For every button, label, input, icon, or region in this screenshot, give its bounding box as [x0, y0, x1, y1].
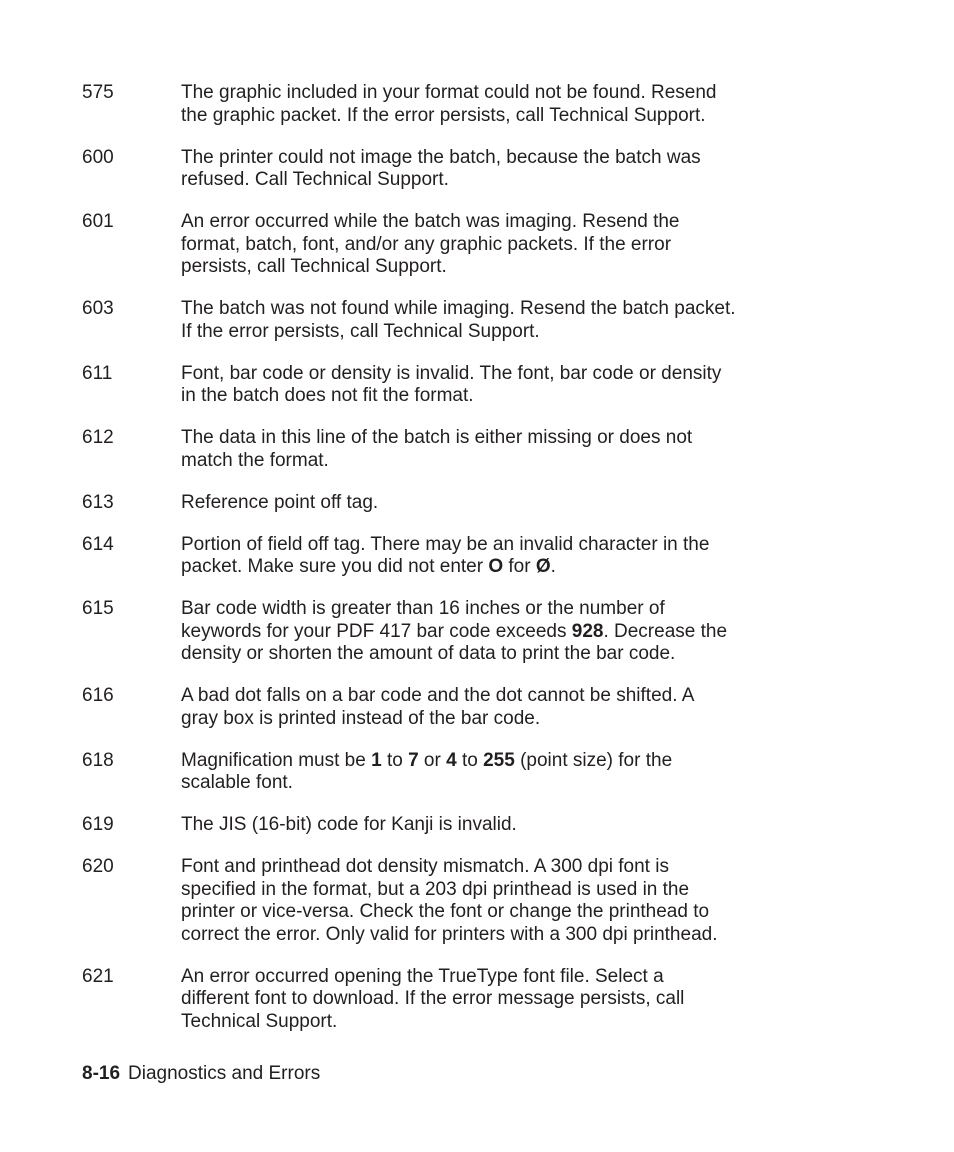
- error-code: 616: [82, 685, 114, 706]
- error-description: Magnification must be 1 to 7 or 4 to 255 (point size) for the scalable font.: [181, 749, 673, 793]
- error-code: 613: [82, 491, 114, 513]
- error-entry-619: [82, 814, 862, 837]
- error-code: 601: [82, 211, 114, 232]
- error-description: The data in this line of the batch is either missing or does not match the format.: [181, 427, 693, 471]
- error-code: 612: [82, 427, 114, 448]
- error-description: The printer could not image the batch, because the batch was refused. Call Technical Support.: [181, 146, 701, 190]
- error-code: 600: [82, 146, 114, 168]
- error-entry-614: [82, 534, 862, 579]
- error-code: 614: [82, 533, 114, 555]
- error-entry-601: [82, 211, 862, 279]
- error-entry-613: [82, 492, 862, 515]
- error-code: 603: [82, 298, 114, 319]
- error-description: The graphic included in your format could not be found. Resend the graphic packet. If the error persists, call Technical Support.: [181, 82, 717, 126]
- bold-keyword-limit: 928: [571, 620, 604, 642]
- section-title: Diagnostics and Errors: [128, 1063, 321, 1084]
- error-entry-615: [82, 598, 862, 666]
- error-description: Font and printhead dot density mismatch. A 300 dpi font is specified in the format, but a 203 dpi printhead is used in the printer or vice-versa. Check the font or change the printhead to correct the error. Only valid for printers with a 300 dpi printhead.: [181, 856, 718, 945]
- error-description: An error occurred while the batch was imaging. Resend the format, batch, font, and/or any graphic packets. If the error persists, call Technical Support.: [181, 211, 680, 277]
- page-footer: [82, 1063, 320, 1085]
- error-code: 620: [82, 856, 114, 877]
- error-code: 618: [82, 749, 114, 771]
- error-entry-603: [82, 298, 862, 343]
- error-entry-618: [82, 750, 862, 795]
- error-description: Portion of field off tag. There may be an invalid character in the packet. Make sure you did not enter O for Ø.: [181, 533, 710, 577]
- error-description: An error occurred opening the TrueType font file. Select a different font to download. If the error message persists, call Technical Support.: [181, 965, 685, 1032]
- error-description: Font, bar code or density is invalid. The font, bar code or density in the batch does not fit the format.: [181, 362, 722, 406]
- error-entry-575: [82, 82, 862, 127]
- error-code: 621: [82, 965, 114, 987]
- error-entry-612: [82, 427, 862, 472]
- error-code: 575: [82, 82, 114, 103]
- error-code: 619: [82, 814, 114, 835]
- error-description: The batch was not found while imaging. Resend the batch packet. If the error persists, call Technical Support.: [181, 298, 736, 342]
- error-code-list: [82, 82, 862, 1053]
- error-entry-616: [82, 685, 862, 730]
- error-code: 611: [82, 362, 113, 384]
- error-description: A bad dot falls on a bar code and the dot cannot be shifted. A gray box is printed instead of the bar code.: [181, 685, 695, 729]
- error-description: Reference point off tag.: [181, 491, 379, 513]
- error-entry-611: [82, 363, 862, 408]
- error-code: 615: [82, 598, 114, 619]
- error-description: Bar code width is greater than 16 inches or the number of keywords for your PDF 417 bar code exceeds 928. Decrease the density or shorten the amount of data to print the bar code.: [181, 598, 728, 664]
- error-entry-620: [82, 856, 862, 946]
- error-description: The JIS (16-bit) code for Kanji is invalid.: [181, 814, 517, 835]
- bold-slashed-zero: Ø: [535, 556, 551, 577]
- error-entry-621: [82, 966, 862, 1034]
- page-number: 8-16: [82, 1063, 121, 1084]
- bold-letter-o: O: [488, 556, 504, 577]
- error-entry-600: [82, 147, 862, 192]
